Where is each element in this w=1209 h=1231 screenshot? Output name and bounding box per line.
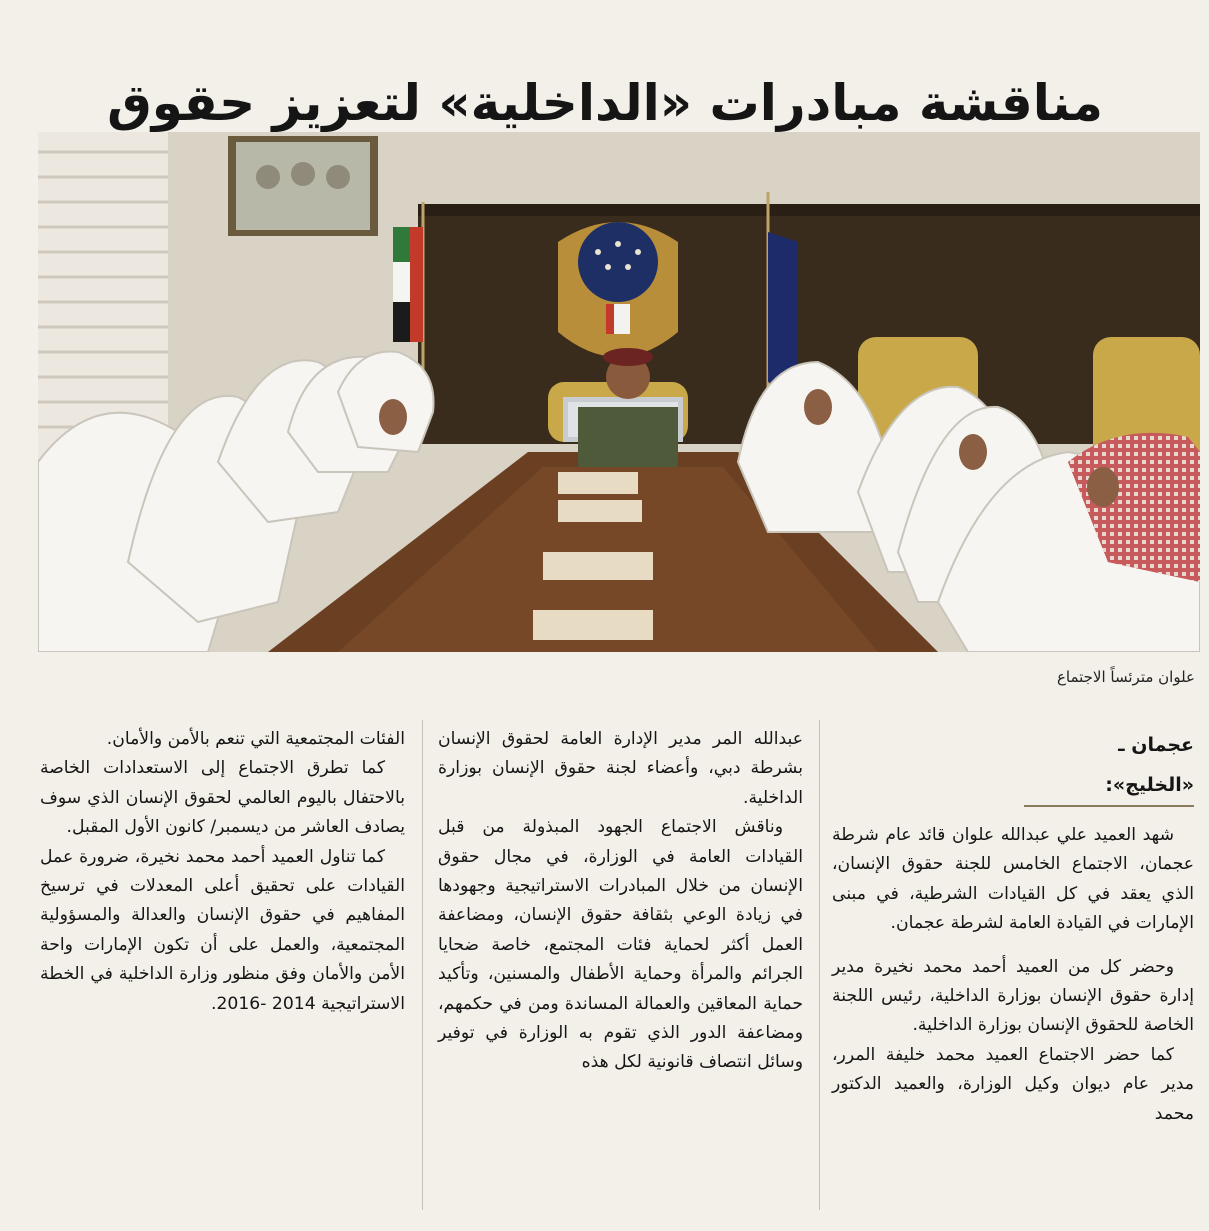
paragraph: الفئات المجتمعية التي تنعم بالأمن والأمان. xyxy=(106,729,405,749)
article-column-left xyxy=(40,725,405,1210)
window-blinds xyxy=(38,132,168,462)
police-emblem-icon xyxy=(558,222,678,357)
article-headline: مناقشة مبادرات «الداخلية» لتعزيز حقوق xyxy=(107,73,1103,132)
paragraph: وناقش الاجتماع الجهود المبذولة من قبل القيادات العامة في الوزارة، في مجال حقوق الإنسان من خلال المبادرات الاستراتيجية وجهودها في زيادة الوعي بثقافة حقوق الإنسان، ومضاعفة العمل أكثر لحماية فئات المجتمع، خاصة ضحايا الجرائم والمرأة وحماية الأطفال والمسنين، وتأكيد حماية المعاقين والعمالة المساندة ومن في حكمهم، ومضاعفة الدور الذي تقوم به الوزارة في توفير وسائل انتصاف قانونية لكل هذه xyxy=(438,817,803,1073)
meeting-photo xyxy=(38,132,1200,652)
framed-portrait-icon xyxy=(228,136,378,236)
paragraph: كما تناول العميد أحمد محمد نخيرة، ضرورة عمل القيادات على تحقيق أعلى المعدلات في ترسيخ المفاهيم في حقوق الإنسان والعدالة والمسؤولية المجتمعية، والعمل على أن تكون الإمارات واحة الأمن والأمان وفق منظور وزارة الداخلية في الخطة الاستراتيجية 2014 -2016. xyxy=(40,846,405,1014)
paragraph: عبدالله المر مدير الإدارة العامة لحقوق الإنسان بشرطة دبي، وأعضاء لجنة حقوق الإنسان بوزارة الداخلية. xyxy=(438,729,803,808)
photo-caption: علوان مترئساً الاجتماع xyxy=(1056,668,1195,686)
article-column-middle xyxy=(438,725,803,1210)
column-divider xyxy=(422,720,423,1210)
column-divider xyxy=(819,720,820,1210)
paragraph: وحضر كل من العميد أحمد محمد نخيرة مدير إدارة حقوق الإنسان بوزارة الداخلية، رئيس اللجنة الخاصة للحقوق الإنسان بوزارة الداخلية. xyxy=(832,956,1194,1036)
meeting-photo-illustration xyxy=(38,132,1200,652)
paragraph: كما تطرق الاجتماع إلى الاستعدادات الخاصة بالاحتفال باليوم العالمي لحقوق الإنسان الذي سوف يصادف العاشر من ديسمبر/ كانون الأول المقبل. xyxy=(40,758,405,838)
paragraph: كما حضر الاجتماع العميد محمد خليفة المرر، مدير عام ديوان وكيل الوزارة، والعميد الدكتور محمد xyxy=(832,1044,1194,1124)
paragraph: شهد العميد علي عبدالله علوان قائد عام شرطة عجمان، الاجتماع الخامس للجنة حقوق الإنسان، الذي يعقد في كل القيادات الشرطية، في مبنى الإمارات في القيادة العامة لشرطة عجمان. xyxy=(832,825,1194,934)
article-dateline: عجمان ـ «الخليج»: xyxy=(1024,725,1194,807)
article-column-right xyxy=(832,725,1194,1210)
